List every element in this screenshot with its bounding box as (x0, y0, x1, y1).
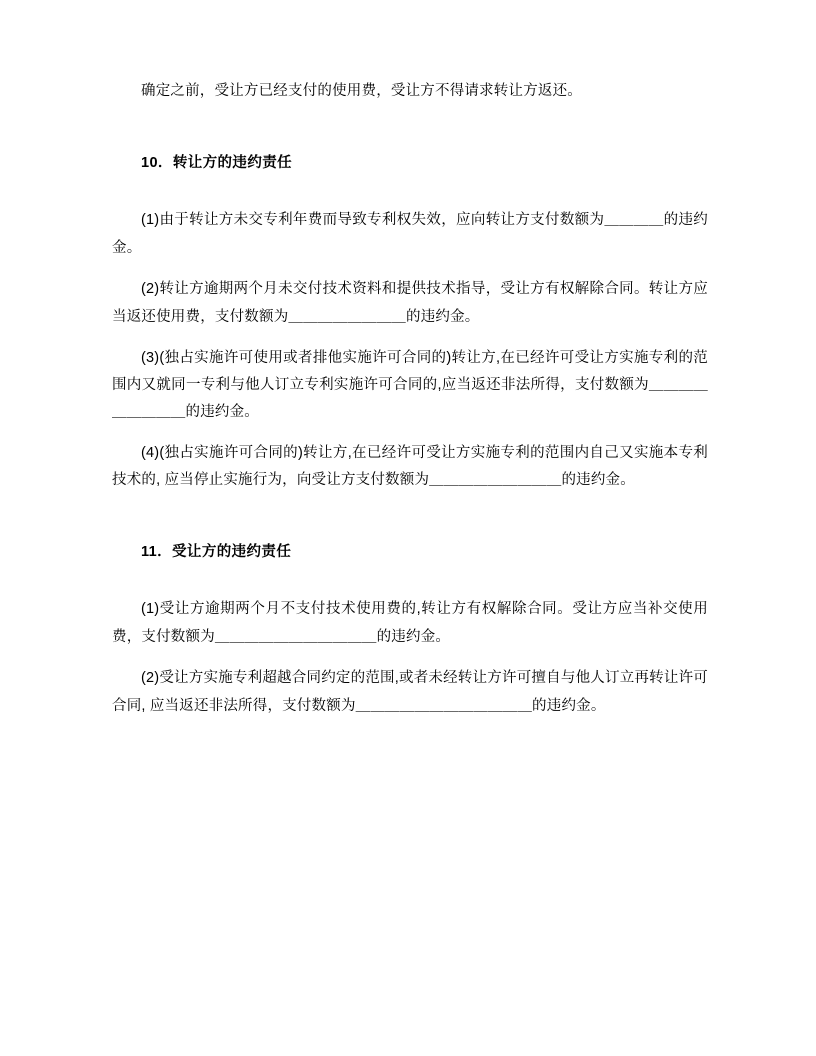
document-body (112, 78, 708, 721)
section-10-heading: 10．转让方的违约责任 (141, 154, 293, 171)
spacer (112, 177, 708, 207)
spacer (112, 331, 708, 345)
spacer (112, 566, 708, 596)
clause-10-1: (1)由于转让方未交专利年费而导致专利权失效，应向转让方支付数额为＿＿＿＿的违约金。 (112, 212, 708, 256)
carryover-paragraph: 确定之前，受让方已经支付的使用费，受让方不得请求转让方返还。 (141, 83, 582, 99)
spacer (112, 262, 708, 276)
spacer (112, 495, 708, 539)
clause-11-1: (1)受让方逾期两个月不支付技术使用费的,转让方有权解除合同。受让方应当补交使用费，支付数额为＿＿＿＿＿＿＿＿＿＿＿的违约金。 (112, 601, 708, 645)
clause-10-4: (4)(独占实施许可合同的)转让方,在已经许可受让方实施专利的范围内自己又实施本专利技术的, 应当停止实施行为，向受让方支付数额为＿＿＿＿＿＿＿＿＿的违约金。 (112, 444, 708, 489)
spacer (112, 106, 708, 150)
section-11-heading: 11．受让方的违约责任 (141, 543, 292, 560)
clause-10-3: (3)(独占实施许可使用或者排他实施许可合同的)转让方,在已经许可受让方实施专利的范围内又就同一专利与他人订立专利实施许可合同的,应当返还非法所得，支付数额为＿＿＿＿＿＿＿＿＿的违约金。 (112, 350, 708, 420)
spacer (112, 426, 708, 440)
spacer (112, 651, 708, 665)
clause-11-2: (2)受让方实施专利超越合同约定的范围,或者未经转让方许可擅自与他人订立再转让许可合同, 应当返还非法所得，支付数额为＿＿＿＿＿＿＿＿＿＿＿＿的违约金。 (112, 670, 708, 714)
clause-10-2: (2)转让方逾期两个月未交付技术资料和提供技术指导，受让方有权解除合同。转让方应当返还使用费，支付数额为＿＿＿＿＿＿＿＿的违约金。 (112, 281, 708, 325)
